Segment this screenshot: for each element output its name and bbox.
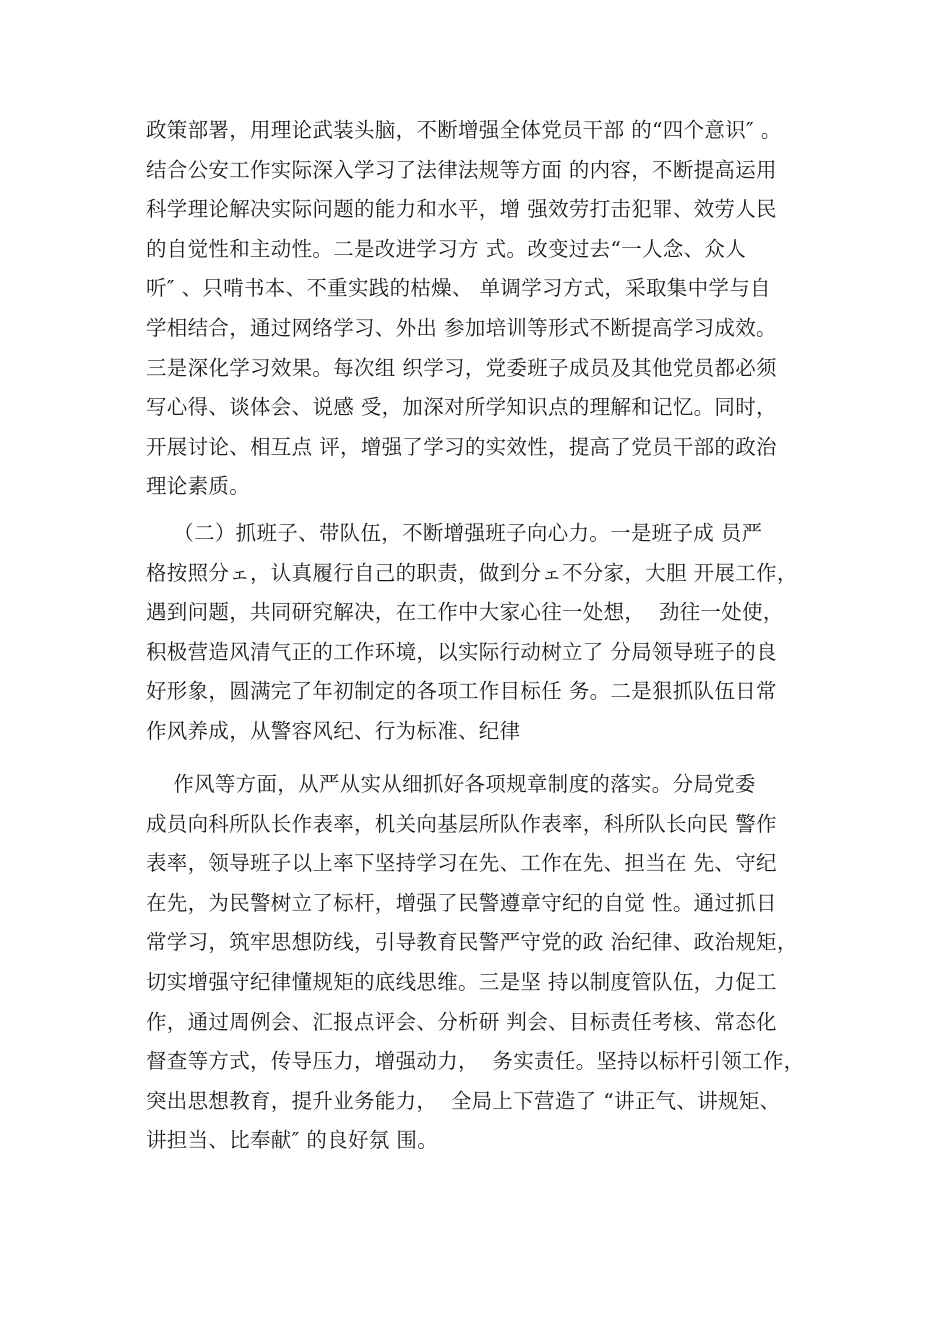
text-line: 作风等方面，从严从实从细抓好各项规章制度的落实。分局党委 xyxy=(146,772,756,796)
paragraph-team-building xyxy=(146,514,826,752)
text-line: 理论素质。 xyxy=(146,474,250,499)
text-line: 三是深化学习效果。每次组 织学习，党委班子成员及其他党员都必须 xyxy=(146,355,777,380)
text-line: 的自觉性和主动性。二是改进学习方 式。改变过去“一人念、众人 xyxy=(146,236,746,261)
text-line: 学相结合，通过网络学习、外出 参加培训等形式不断提高学习成效。 xyxy=(146,315,777,340)
text-line: 科学理论解决实际问题的能力和水平，增 强效劳打击犯罪、效劳人民 xyxy=(146,197,777,222)
text-line: 格按照分ェ，认真履行自己的职责，做到分ェ不分家，大胆 开展工作， xyxy=(146,560,798,585)
text-line: 开展讨论、相互点 评，增强了学习的实效性，提高了党员干部的政治 xyxy=(146,434,777,459)
text-line: 督查等方式，传导压力，增强动力， 务实责任。坚持以标杆引领工作， xyxy=(146,1049,805,1074)
text-line: 好形象，圆满完了年初制定的各项工作目标任 务。二是狠抓队伍日常 xyxy=(146,679,777,704)
text-line: 作，通过周例会、汇报点评会、分析研 判会、目标责任考核、常态化 xyxy=(146,1009,777,1034)
text-line: 听″ 、只啃书本、不重实践的枯燥、 单调学习方式，采取集中学与自 xyxy=(146,276,771,301)
text-line: 积极营造风清气正的工作环境，以实际行动树立了 分局领导班子的良 xyxy=(146,639,777,664)
text-line: 作风养成，从警容风纪、行为标准、纪律 xyxy=(146,718,521,743)
text-line: 结合公安工作实际深入学习了法律法规等方面 的内容，不断提高运用 xyxy=(146,157,777,182)
text-line: 突出思想教育，提升业务能力， 全局上下营造了 “讲正气、讲规矩、 xyxy=(146,1088,781,1113)
text-line: （二）抓班子、带队伍，不断增强班子向心力。一是班子成 员严 xyxy=(146,521,763,545)
text-line: 成员向科所队长作表率，机关向基层所队作表率，科所队长向民 警作 xyxy=(146,811,777,836)
text-line: 讲担当、比奉献″ 的良好氛 围。 xyxy=(146,1128,438,1153)
text-line: 政策部署，用理论武装头脑，不断增强全体党员干部 的“四个意识″ 。 xyxy=(146,118,782,142)
text-line: 表率，领导班子以上率下坚持学习在先、工作在先、担当在 先、守纪 xyxy=(146,851,777,876)
text-line: 常学习，筑牢思想防线，引导教育民警严守党的政 治纪律、政治规矩， xyxy=(146,930,798,955)
paragraph-study xyxy=(146,111,826,507)
paragraph-discipline xyxy=(146,765,826,1161)
text-line: 切实增强守纪律懂规矩的底线思维。三是坚 持以制度管队伍，力促工 xyxy=(146,969,777,994)
text-line: 在先，为民警树立了标杆，增强了民警遵章守纪的自觉 性。通过抓日 xyxy=(146,890,777,915)
text-line: 遇到问题，共同研究解决，在工作中大家心往一处想， 劲往一处使， xyxy=(146,600,784,625)
text-line: 写心得、谈体会、说感 受，加深对所学知识点的理解和记忆。同时， xyxy=(146,395,777,420)
